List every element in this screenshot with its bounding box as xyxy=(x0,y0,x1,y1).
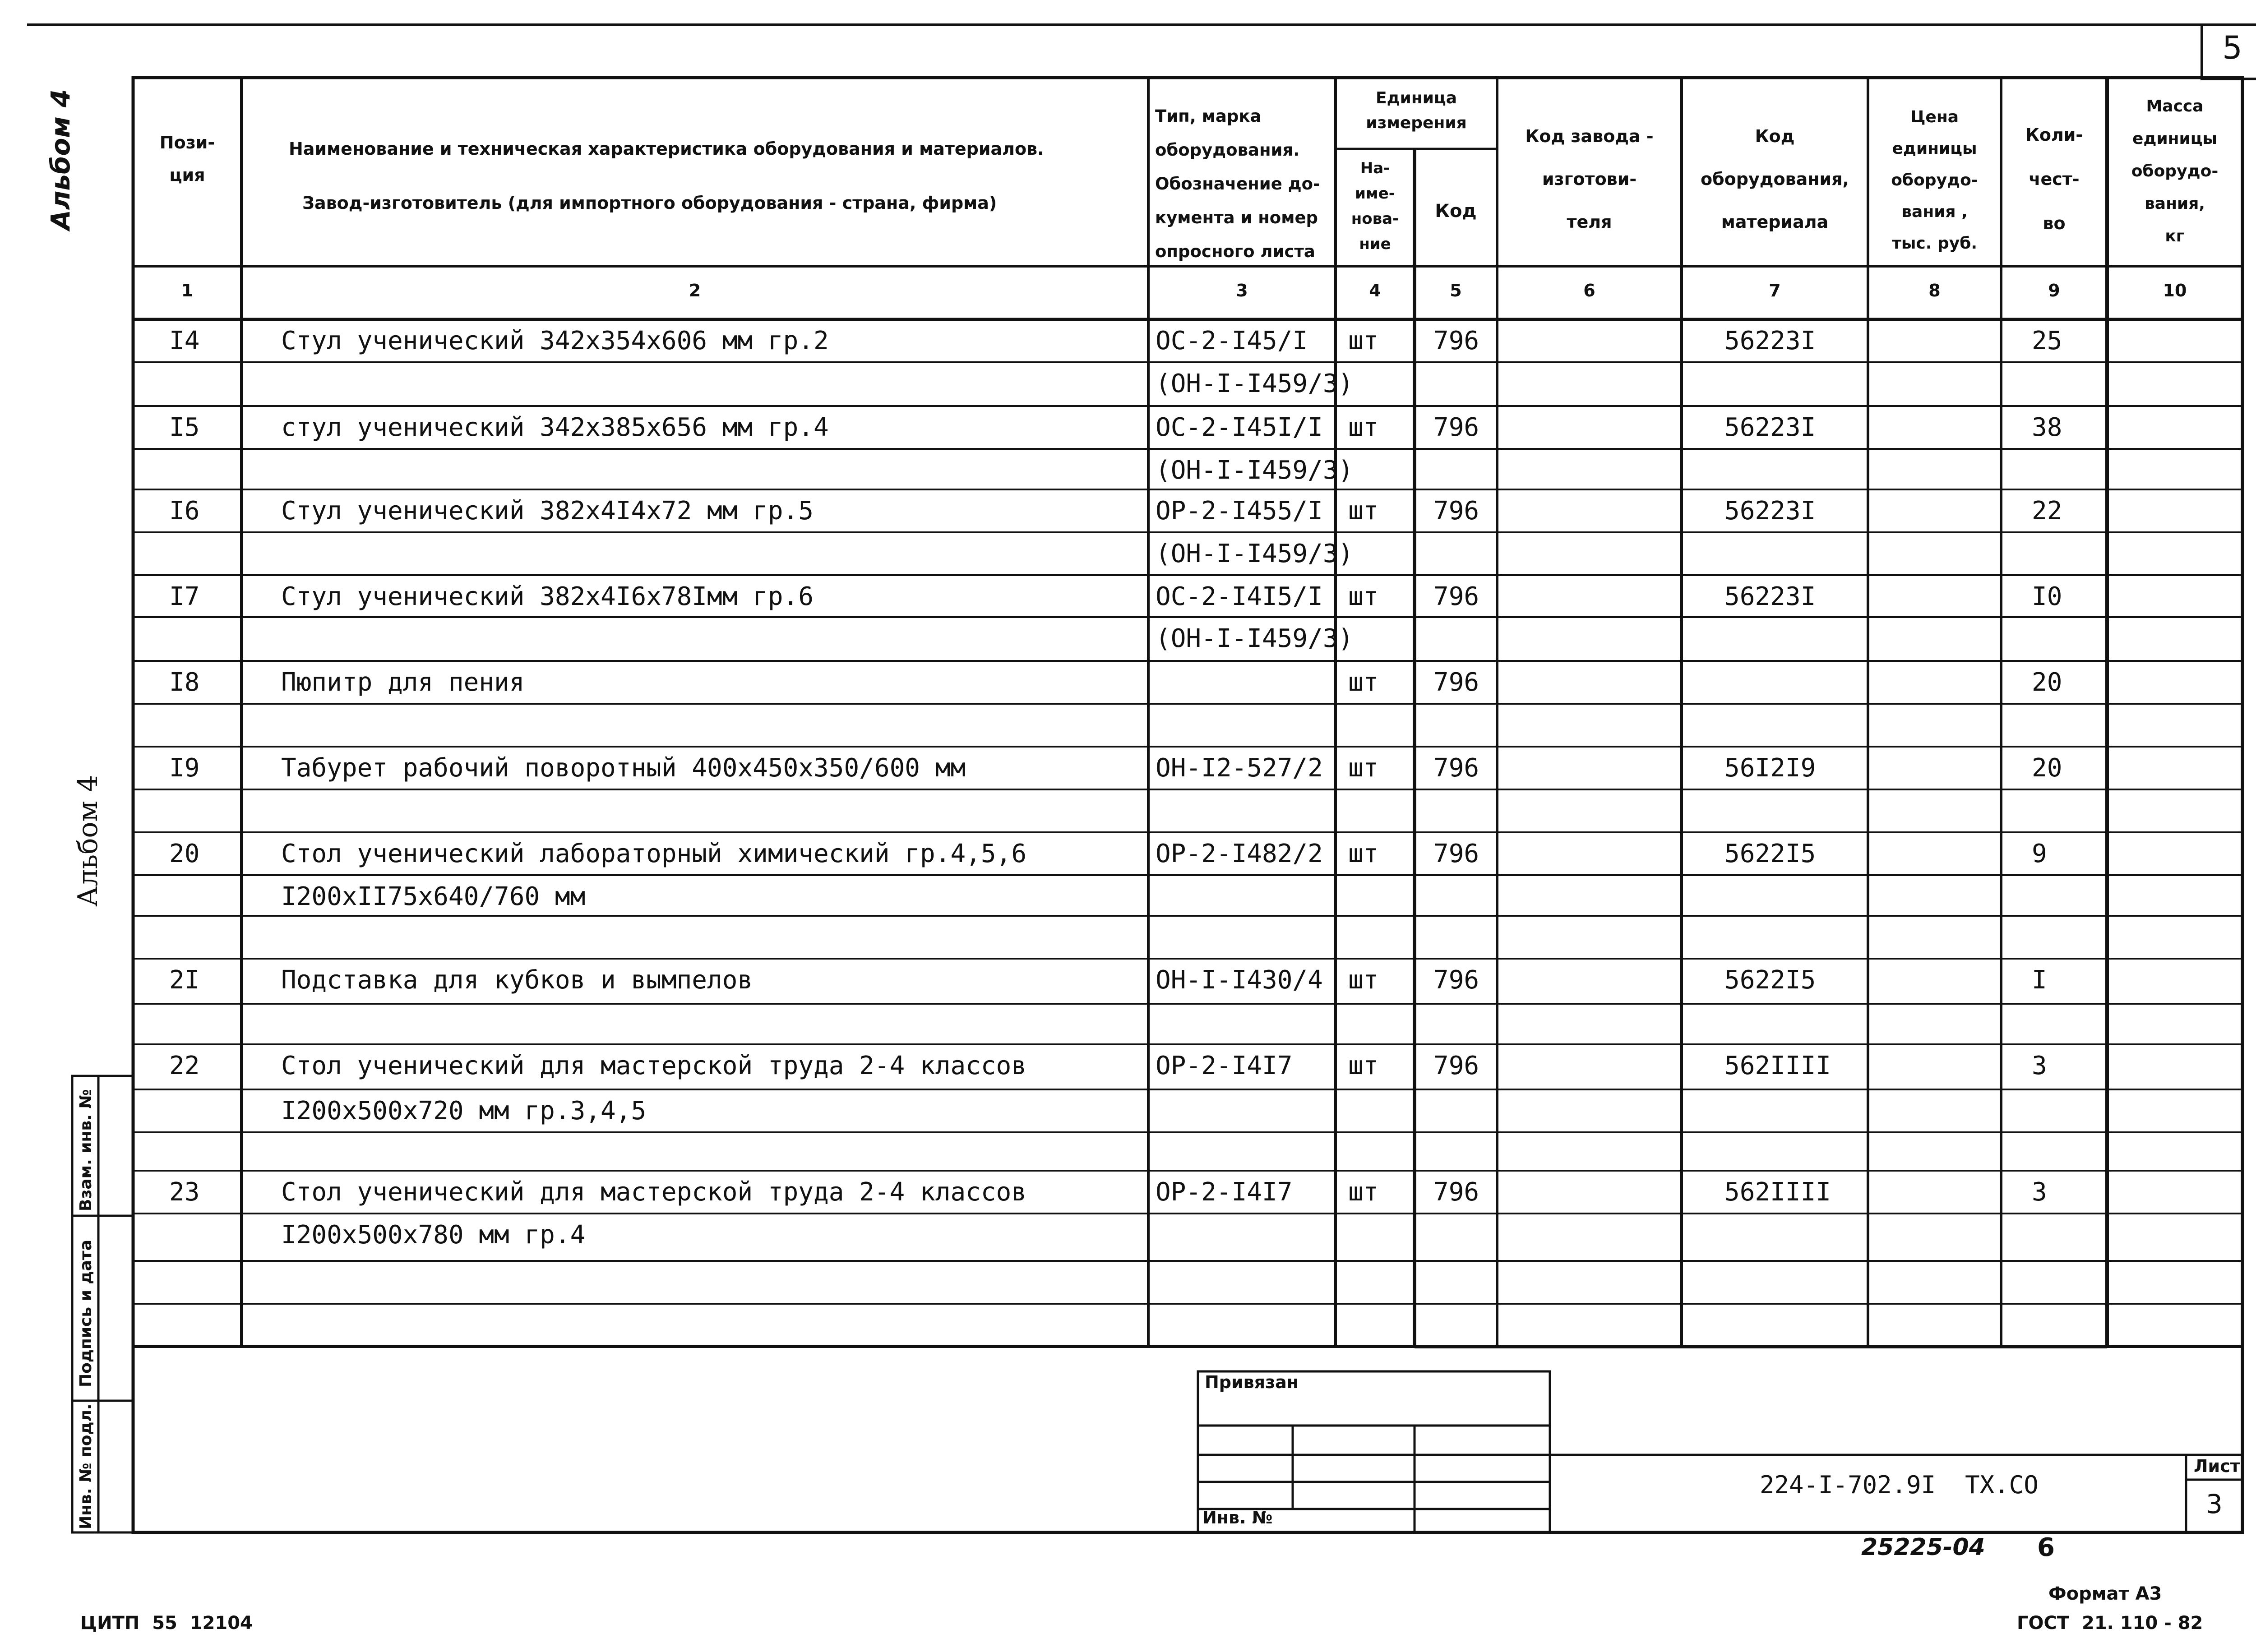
table-cell-code: 796 xyxy=(1433,1051,1479,1080)
table-cell-name: Стул ученический 382х4I4х72 мм гр.5 xyxy=(281,496,814,526)
header-text: кумента и номер xyxy=(1155,208,1318,227)
table-cell-pos: I7 xyxy=(169,582,200,611)
header-text: теля xyxy=(1567,212,1612,232)
table-cell-unit: шт xyxy=(1348,1177,1379,1207)
table-cell-code: 796 xyxy=(1433,965,1479,995)
inv-no-label: Инв. № xyxy=(1202,1508,1273,1527)
table-cell-pos: I4 xyxy=(169,326,200,355)
table-cell-code: 796 xyxy=(1433,413,1479,442)
header-price xyxy=(1868,102,2001,259)
table-cell-qty: I xyxy=(2032,965,2047,995)
table-cell-name: Стол ученический лабораторный химический гр.4,5,6 xyxy=(281,839,1027,868)
header-text: име- xyxy=(1355,185,1395,203)
header-text: Тип, марка xyxy=(1155,106,1262,126)
table-cell-type: (ОН-I-I459/3) xyxy=(1156,539,1354,568)
column-number: 4 xyxy=(1369,281,1381,300)
table-cell-qty: 3 xyxy=(2032,1051,2047,1080)
header-text: Масса xyxy=(2146,97,2204,115)
table-cell-pos: I8 xyxy=(169,668,200,697)
column-number: 5 xyxy=(1450,281,1462,300)
table-cell-name: Подставка для кубков и вымпелов xyxy=(281,965,753,995)
table-cell-unit: шт xyxy=(1348,413,1379,442)
header-unit-group xyxy=(1336,86,1497,135)
header-text: единицы xyxy=(2132,129,2218,148)
table-cell-pos: I6 xyxy=(169,496,200,526)
header-text: Завод-изготовитель (для импортного оборудования - страна, фирма) xyxy=(302,193,997,213)
column-number: 10 xyxy=(2163,281,2187,300)
header-text: во xyxy=(2043,213,2066,233)
header-factory-code xyxy=(1497,115,1682,244)
table-cell-name: I200хII75х640/760 мм xyxy=(281,882,586,911)
table-cell-pos: I5 xyxy=(169,413,200,442)
table-cell-qty: 20 xyxy=(2032,753,2062,783)
header-text: изготови- xyxy=(1542,169,1637,189)
header-text: На- xyxy=(1360,159,1390,177)
header-position xyxy=(133,126,241,191)
stamp-vzam-inv: Взам. инв. № xyxy=(77,1089,95,1211)
header-text: материала xyxy=(1721,212,1829,232)
table-cell-code: 796 xyxy=(1433,839,1479,868)
table-cell-name: Стул ученический 342х354х606 мм гр.2 xyxy=(281,326,829,355)
table-cell-name: Стол ученический для мастерской труда 2-4 классов xyxy=(281,1051,1027,1080)
table-cell-code: 796 xyxy=(1433,753,1479,783)
column-number: 6 xyxy=(1583,281,1595,300)
header-text: Пози- xyxy=(159,133,215,152)
table-cell-code-eq: 562IIII xyxy=(1724,1177,1831,1207)
header-type xyxy=(1155,99,1331,268)
table-cell-unit: шт xyxy=(1348,839,1379,868)
handwritten-page: 6 xyxy=(2037,1533,2055,1562)
column-number: 2 xyxy=(689,281,701,300)
table-cell-name: I200х500х720 мм гр.3,4,5 xyxy=(281,1096,647,1126)
table-cell-type: (ОН-I-I459/3) xyxy=(1156,369,1354,398)
header-text: Коли- xyxy=(2025,125,2083,145)
header-text: чест- xyxy=(2029,169,2080,189)
header-text: Код xyxy=(1755,126,1795,146)
list-number: 3 xyxy=(2206,1489,2223,1519)
stamp-inv-podl: Инв. № подл. xyxy=(77,1403,95,1529)
table-cell-unit: шт xyxy=(1348,668,1379,697)
table-cell-type: ОН-I-I430/4 xyxy=(1156,965,1323,995)
column-number: 9 xyxy=(2048,281,2060,300)
table-cell-pos: 2I xyxy=(169,965,200,995)
table-cell-name: I200х500х780 мм гр.4 xyxy=(281,1220,586,1250)
table-cell-code-eq: 56223I xyxy=(1724,413,1816,442)
table-cell-pos: 20 xyxy=(169,839,200,868)
table-cell-pos: I9 xyxy=(169,753,200,783)
table-cell-code: 796 xyxy=(1433,582,1479,611)
header-text: тыс. руб. xyxy=(1891,234,1978,253)
album-label-mid: Альбом 4 xyxy=(72,775,104,907)
header-text: единицы xyxy=(1892,139,1977,158)
table-cell-unit: шт xyxy=(1348,496,1379,526)
header-text: Единица xyxy=(1376,89,1457,107)
format-label: Формат А3 xyxy=(2048,1583,2162,1604)
table-cell-unit: шт xyxy=(1348,965,1379,995)
table-cell-qty: 9 xyxy=(2032,839,2047,868)
table-cell-type: ОС-2-I45/I xyxy=(1156,326,1308,355)
header-text: оборудо- xyxy=(2131,162,2219,180)
header-text: ция xyxy=(169,165,205,185)
header-text: опросного листа xyxy=(1155,242,1315,261)
column-number: 8 xyxy=(1928,281,1941,300)
table-cell-name: Табурет рабочий поворотный 400х450х350/600 мм xyxy=(281,753,966,783)
column-number: 7 xyxy=(1769,281,1781,300)
header-text: кг xyxy=(2165,227,2185,245)
table-cell-code-eq: 56223I xyxy=(1724,326,1816,355)
table-cell-code-eq: 56223I xyxy=(1724,582,1816,611)
album-label-top: Альбом 4 xyxy=(45,89,76,230)
table-cell-qty: 20 xyxy=(2032,668,2062,697)
list-label: Лист xyxy=(2194,1456,2240,1476)
table-cell-qty: 25 xyxy=(2032,326,2062,355)
table-cell-code-eq: 5622I5 xyxy=(1724,839,1816,868)
column-number: 1 xyxy=(181,281,194,300)
table-cell-name: Стол ученический для мастерской труда 2-4 классов xyxy=(281,1177,1027,1207)
sheet-corner-number: 5 xyxy=(2222,29,2242,66)
header-name xyxy=(289,122,1137,230)
table-cell-unit: шт xyxy=(1348,1051,1379,1080)
header-text: Наименование и техническая характеристика оборудования и материалов. xyxy=(289,139,1044,159)
table-cell-type: (ОН-I-I459/3) xyxy=(1156,624,1354,653)
table-cell-type: ОН-I2-527/2 xyxy=(1156,753,1323,783)
header-text: оборудования. xyxy=(1155,140,1300,160)
header-text: вания , xyxy=(1901,203,1968,221)
table-cell-type: (ОН-I-I459/3) xyxy=(1156,456,1354,485)
header-text: оборудования, xyxy=(1701,169,1849,189)
header-mass xyxy=(2107,90,2242,253)
header-text: измерения xyxy=(1366,114,1467,132)
table-cell-qty: I0 xyxy=(2032,582,2062,611)
table-cell-pos: 22 xyxy=(169,1051,200,1080)
table-cell-qty: 38 xyxy=(2032,413,2062,442)
table-cell-type: ОС-2-I45I/I xyxy=(1156,413,1323,442)
stamp-podpis-data: Подпись и дата xyxy=(77,1240,95,1387)
header-equipment-code xyxy=(1682,115,1868,244)
header-unit-name xyxy=(1336,156,1415,257)
table-cell-type: ОР-2-I482/2 xyxy=(1156,839,1323,868)
header-text: Обозначение до- xyxy=(1155,174,1320,194)
footer-gost: ГОСТ 21. 110 - 82 xyxy=(2017,1613,2203,1634)
table-cell-code: 796 xyxy=(1433,496,1479,526)
header-text: ние xyxy=(1359,235,1391,253)
table-cell-type: ОР-2-I4I7 xyxy=(1156,1051,1293,1080)
table-cell-pos: 23 xyxy=(169,1177,200,1207)
table-cell-code-eq: 56223I xyxy=(1724,496,1816,526)
privyazan-label: Привязан xyxy=(1205,1372,1299,1392)
header-unit-code: Код xyxy=(1435,201,1477,221)
header-text: Код завода - xyxy=(1525,126,1654,146)
table-cell-qty: 22 xyxy=(2032,496,2062,526)
header-text: вания, xyxy=(2145,194,2205,213)
column-number: 3 xyxy=(1236,281,1248,300)
header-text: Цена xyxy=(1910,108,1959,126)
table-cell-code-eq: 56I2I9 xyxy=(1724,753,1816,783)
document-code: 224-I-702.9I ТХ.СО xyxy=(1760,1471,2039,1499)
header-quantity xyxy=(2001,113,2107,245)
table-cell-code: 796 xyxy=(1433,668,1479,697)
table-cell-code-eq: 562IIII xyxy=(1724,1051,1831,1080)
table-cell-qty: 3 xyxy=(2032,1177,2047,1207)
table-cell-unit: шт xyxy=(1348,582,1379,611)
table-cell-type: ОР-2-I455/I xyxy=(1156,496,1323,526)
header-text: оборудо- xyxy=(1891,171,1978,189)
table-cell-name: Стул ученический 382х4I6х78Iмм гр.6 xyxy=(281,582,814,611)
table-cell-unit: шт xyxy=(1348,753,1379,783)
header-text: нова- xyxy=(1351,210,1399,228)
table-cell-unit: шт xyxy=(1348,326,1379,355)
table-cell-type: ОР-2-I4I7 xyxy=(1156,1177,1293,1207)
table-cell-name: стул ученический 342х385х656 мм гр.4 xyxy=(281,413,829,442)
table-cell-code: 796 xyxy=(1433,326,1479,355)
table-cell-code-eq: 5622I5 xyxy=(1724,965,1816,995)
table-cell-name: Пюпитр для пения xyxy=(281,668,525,697)
handwritten-number: 25225-04 xyxy=(1861,1534,1985,1561)
table-cell-type: ОС-2-I4I5/I xyxy=(1156,582,1323,611)
table-cell-code: 796 xyxy=(1433,1177,1479,1207)
footer-left-code: ЦИТП 55 12104 xyxy=(80,1613,253,1634)
